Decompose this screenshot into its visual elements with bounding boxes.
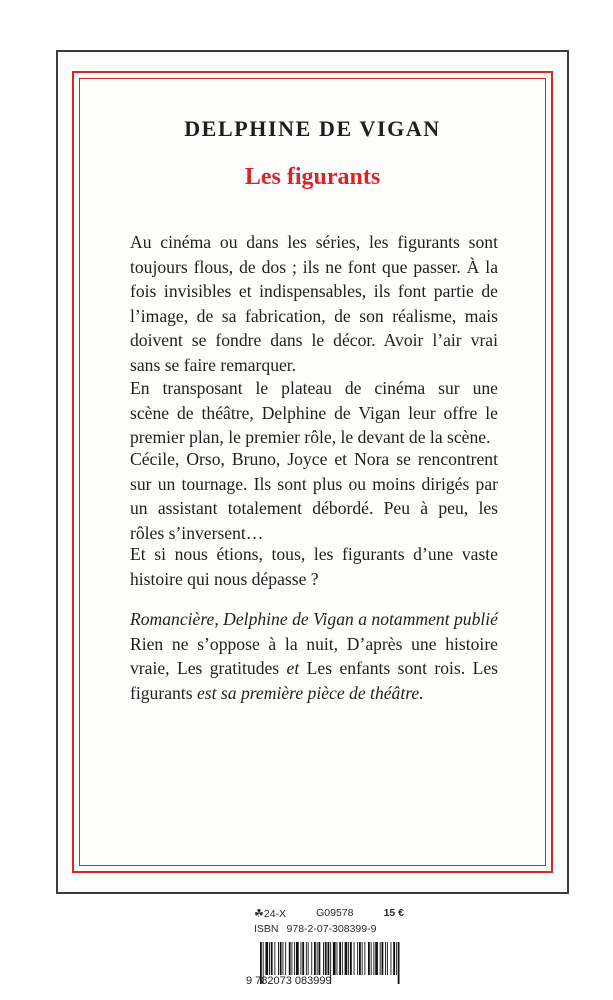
barcode-bar — [301, 942, 302, 975]
text-line: fois invisibles et indispensables, ils font partie de — [130, 281, 498, 302]
barcode-bar — [342, 942, 343, 975]
barcode-bar — [294, 942, 295, 975]
barcode-bar — [380, 942, 381, 975]
barcode-bar — [314, 942, 316, 975]
barcode-bar — [296, 942, 299, 975]
barcode-bar — [396, 942, 397, 975]
text-line: Et si nous étions, tous, les figurants d’une vaste — [130, 544, 498, 564]
barcode-bar — [368, 942, 370, 975]
barcode-bar — [371, 942, 372, 975]
paragraph-4 — [130, 542, 498, 591]
barcode-bar — [348, 942, 349, 975]
barcode-bar — [283, 942, 284, 975]
barcode-bar — [302, 942, 304, 975]
text-line: sur un tournage. Ils sont plus ou moins dirigés par — [130, 473, 498, 494]
author-name: DELPHINE DE VIGAN — [184, 116, 441, 141]
text-line: Cécile, Orso, Bruno, Joyce et Nora se rencontrent — [130, 449, 498, 469]
clover-icon: ☘ — [254, 907, 264, 920]
text-line: histoire qui nous dépasse ? — [130, 568, 319, 589]
barcode-bar — [333, 942, 336, 975]
book-reference — [254, 905, 404, 937]
code-text: 24-X — [263, 907, 287, 920]
bio-line: Rien ne s’oppose à la nuit, D’après une histoire — [130, 633, 498, 654]
bio-line — [130, 656, 498, 681]
isbn-number: 978-2-07-308399-9 — [286, 923, 377, 935]
isbn-label: ISBN — [254, 923, 279, 935]
barcode-bar — [325, 942, 327, 975]
barcode-bar — [289, 942, 291, 975]
text-line: scène de théâtre, Delphine de Vigan leur offre le — [130, 402, 498, 423]
text-line: sans se faire remarquer. — [130, 354, 297, 375]
author-bio — [130, 607, 498, 705]
text-line: un assistant totalement débordé. Peu à peu, les — [130, 498, 498, 519]
text-line: toujours flous, de dos ; ils ne font que passer. À la — [130, 256, 498, 277]
barcode-bar — [391, 942, 392, 975]
barcode-bar — [337, 942, 338, 975]
barcode-bar — [323, 942, 324, 975]
barcode-bar — [364, 942, 365, 975]
barcode-bar — [375, 942, 378, 975]
barcode-bar — [280, 942, 282, 975]
barcode-bar — [317, 942, 318, 975]
category-code — [254, 907, 286, 920]
barcode-bar — [265, 942, 268, 975]
text-line: doivent se fondre dans le décor. Avoir l’air vrai — [130, 330, 498, 351]
reference-number: G09578 — [316, 907, 354, 919]
bio-fragment: et — [286, 658, 300, 679]
bio-fragment: Les enfants sont rois. Les — [299, 658, 498, 679]
barcode-bar — [393, 942, 395, 975]
bio-fragment: est sa première pièce de théâtre. — [196, 682, 424, 703]
barcode-bar — [357, 942, 358, 975]
bio-line — [130, 681, 498, 706]
barcode-bar — [339, 942, 341, 975]
reference-row — [254, 905, 404, 921]
barcode-bar — [311, 942, 312, 975]
barcode-bar — [292, 942, 293, 975]
paragraph-3 — [130, 447, 498, 545]
text-line: l’image, de sa fabrication, de son réalisme, mais — [130, 305, 498, 326]
barcode-bar — [354, 942, 355, 975]
barcode-bar — [278, 942, 279, 975]
price: 15 € — [383, 907, 404, 919]
barcode-bar — [306, 942, 307, 975]
bio-line: Romancière, Delphine de Vigan a notamment publié — [130, 609, 498, 629]
paragraph-1 — [130, 230, 498, 378]
barcode-digits: 9 782073 083999 — [246, 975, 332, 987]
barcode-bar — [269, 942, 270, 975]
book-title: Les figurants — [244, 164, 381, 190]
text-line: rôles s’inversent… — [130, 522, 264, 543]
bio-fragment: vraie, Les gratitudes — [130, 658, 287, 679]
barcode-bar — [382, 942, 384, 975]
barcode-bar — [350, 942, 352, 975]
barcode-bar — [328, 942, 330, 975]
barcode-bar — [387, 942, 388, 975]
back-cover — [56, 50, 569, 894]
barcode-bar — [359, 942, 361, 975]
isbn-row — [254, 921, 404, 937]
text-line: Au cinéma ou dans les séries, les figurants sont — [130, 232, 498, 252]
barcode-bar — [373, 942, 374, 975]
barcode-bar — [319, 942, 321, 975]
barcode-bar — [362, 942, 363, 975]
bio-fragment: figurants — [130, 682, 197, 703]
text-line: premier plan, le premier rôle, le devant de la scène. — [130, 427, 491, 448]
barcode-bar — [385, 942, 386, 975]
barcode-bar — [274, 942, 275, 975]
text-line: En transposant le plateau de cinéma sur une — [130, 378, 498, 398]
barcode-bar — [271, 942, 273, 975]
barcode-bar — [308, 942, 309, 975]
barcode-bar — [285, 942, 286, 975]
barcode-bar — [345, 942, 348, 975]
paragraph-2 — [130, 376, 498, 450]
